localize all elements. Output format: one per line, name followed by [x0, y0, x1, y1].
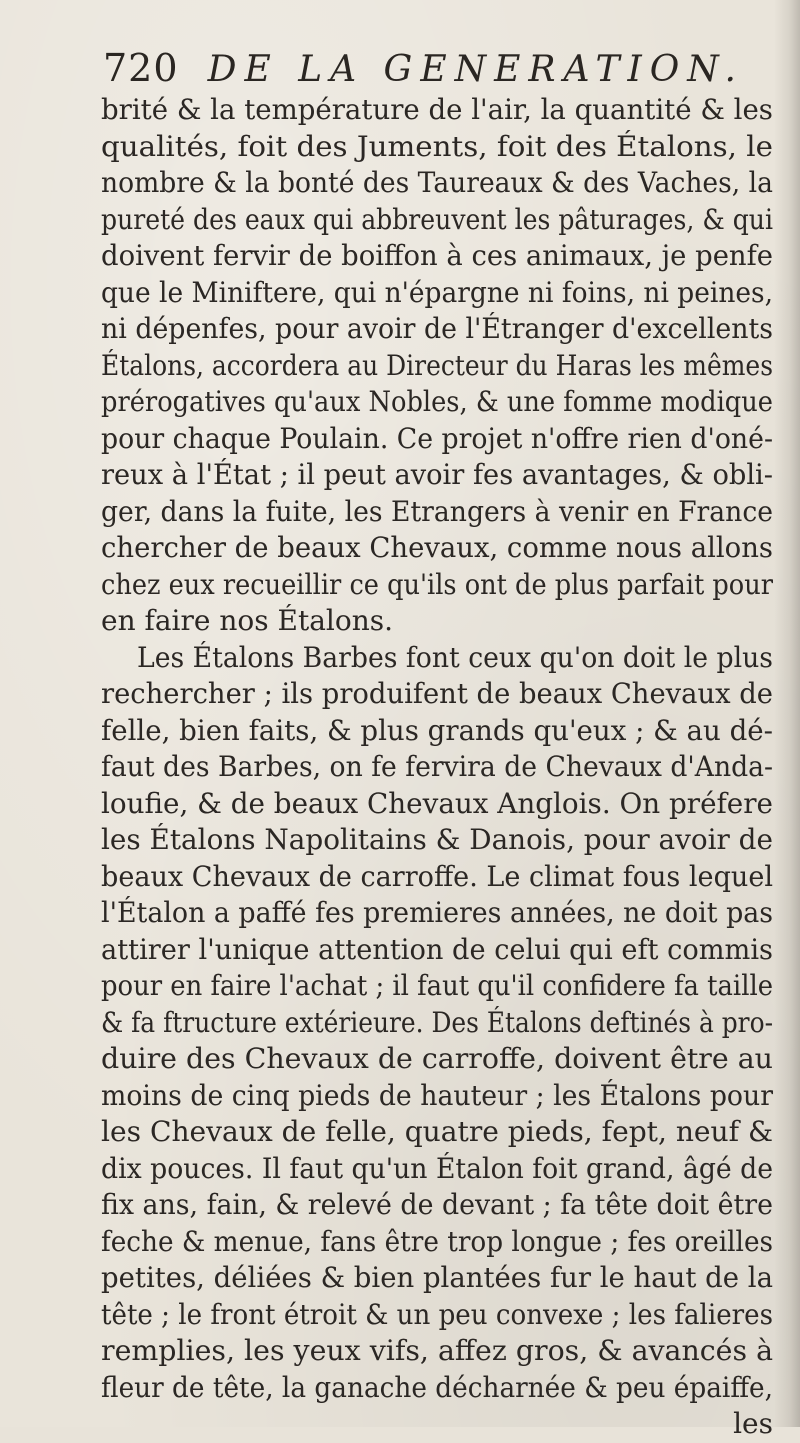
text-line: que le Miniftere, qui n'épargne ni foins, ni peines, — [101, 275, 774, 309]
text-line: brité & la température de l'air, la quantité & les — [101, 93, 773, 126]
page-header — [103, 46, 744, 96]
text-line: duire des Chevaux de carroffe, doivent être au — [101, 1042, 773, 1075]
text-line: les Étalons Napolitains & Danois, pour avoir de — [101, 823, 773, 856]
text-line: remplies, les yeux vifs, affez gros, & avancés à — [101, 1334, 773, 1367]
text-line: dix pouces. Il faut qu'un Étalon foit grand, âgé de — [101, 1151, 774, 1185]
text-line: fix ans, fain, & relevé de devant ; fa tête doit être — [101, 1188, 773, 1221]
text-line: petites, déliées & bien plantées fur le haut de la — [101, 1261, 774, 1294]
text-line: nombre & la bonté des Taureaux & des Vaches, la — [101, 166, 773, 199]
paragraph-end-line: en faire nos Étalons. — [101, 604, 394, 637]
page-number: 720 — [103, 46, 179, 90]
text-line: tête ; le front étroit & un peu convexe ; les falieres — [101, 1297, 773, 1331]
text-line: pureté des eaux qui abbreuvent les pâturages, & qui — [101, 202, 773, 236]
page-edge-shadow — [774, 0, 800, 1427]
text-line: & fa ftructure extérieure. Des Étalons deftinés à pro- — [101, 1005, 773, 1039]
paragraph-start-line: Les Étalons Barbes font ceux qu'on doit le plus — [137, 640, 773, 674]
text-line: feche & menue, fans être trop longue ; fes oreilles — [101, 1224, 774, 1258]
text-line: faut des Barbes, on fe fervira de Chevaux d'Anda- — [101, 750, 774, 783]
running-head: DE LA GENERATION. — [207, 49, 744, 90]
text-line: loufie, & de beaux Chevaux Anglois. On préfere — [101, 786, 773, 820]
body-text — [101, 92, 773, 1443]
text-line: moins de cinq pieds de hauteur ; les Étalons pour — [101, 1078, 773, 1112]
text-line: felle, bien faits, & plus grands qu'eux ; & au dé- — [101, 713, 773, 747]
text-line: doivent fervir de boiffon à ces animaux, je penfe — [101, 239, 773, 272]
text-line: chez eux recueillir ce qu'ils ont de plus parfait pour — [101, 567, 773, 601]
text-line: qualités, foit des Juments, foit des Étalons, le — [101, 129, 773, 163]
text-line: pour en faire l'achat ; il faut qu'il confidere fa taille — [101, 969, 774, 1002]
text-line: beaux Chevaux de carroffe. Le climat fous lequel — [101, 859, 773, 893]
text-line: chercher de beaux Chevaux, comme nous allons — [101, 531, 774, 564]
text-line: ger, dans la fuite, les Etrangers à venir en France — [101, 494, 774, 528]
text-line: l'Étalon a paffé fes premieres années, ne doit pas — [101, 896, 774, 929]
text-line: reux à l'État ; il peut avoir fes avantages, & obli- — [101, 458, 773, 491]
text-line: Étalons, accordera au Directeur du Haras les mêmes — [101, 348, 774, 382]
text-line: attirer l'unique attention de celui qui eft commis — [101, 932, 774, 966]
text-line: rechercher ; ils produifent de beaux Chevaux de — [101, 677, 774, 710]
catchword: les — [733, 1407, 773, 1440]
text-line: ni dépenfes, pour avoir de l'Étranger d'excellents — [101, 312, 774, 345]
text-line: prérogatives qu'aux Nobles, & une fomme modique — [101, 385, 773, 418]
text-line: pour chaque Poulain. Ce projet n'offre rien d'oné- — [101, 421, 773, 455]
text-line: fleur de tête, la ganache décharnée & peu épaiffe, — [101, 1370, 774, 1404]
text-line: les Chevaux de felle, quatre pieds, fept, neuf & — [101, 1115, 773, 1148]
